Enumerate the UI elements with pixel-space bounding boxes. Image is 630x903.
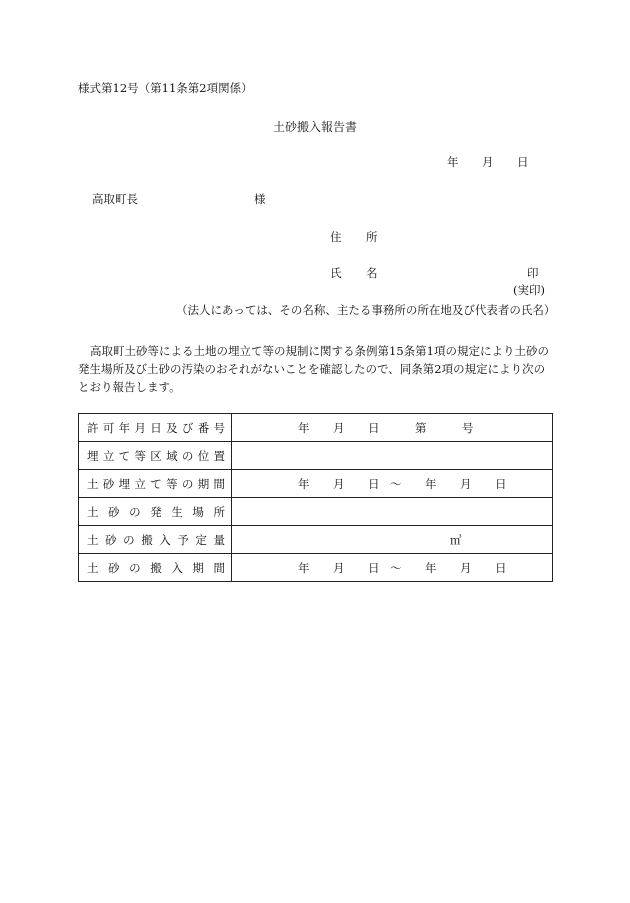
label-char: 入	[171, 560, 183, 575]
label-char: の	[129, 504, 141, 519]
row-label-origin	[79, 498, 232, 526]
row-label-delivery-period	[79, 554, 232, 582]
label-char: 等	[166, 476, 178, 491]
table-row	[79, 498, 553, 526]
label-char: 期	[192, 560, 204, 575]
delivery-end-year: 年	[425, 561, 437, 575]
table-row	[79, 414, 553, 442]
date-day: 日	[517, 155, 529, 169]
label-char: 置	[213, 448, 225, 463]
label-char: 位	[197, 448, 210, 463]
label-char: 及	[166, 420, 178, 435]
label-char: 土	[87, 560, 99, 575]
label-char: 等	[134, 448, 146, 463]
fill-start-year: 年	[298, 477, 310, 491]
row-label-volume	[79, 526, 232, 554]
address-label-2: 所	[366, 230, 378, 244]
label-char: て	[150, 476, 162, 491]
table-row	[79, 442, 553, 470]
real-seal-note: (実印)	[513, 283, 545, 297]
body-paragraph: 高取町土砂等による土地の埋立て等の規制に関する条例第15条第1項の規定により土砂の発生場所及び土砂の汚染のおそれがないことを確認したので、同条第2項の規定により次のとおり報告します。	[78, 344, 549, 394]
label-char: 砂	[108, 504, 120, 519]
table-row	[79, 554, 553, 582]
label-char: 立	[102, 448, 115, 463]
document-title: 土砂搬入報告書	[272, 120, 357, 134]
seal-mark: 印	[527, 266, 539, 280]
permit-go: 号	[462, 421, 474, 435]
label-char: 間	[213, 560, 225, 575]
label-char: 年	[118, 420, 131, 435]
label-char: 区	[150, 448, 162, 463]
label-char: 月	[134, 420, 146, 435]
delivery-start-day: 日	[368, 561, 380, 575]
label-char: 許	[87, 420, 99, 435]
fill-start-month: 月	[333, 477, 345, 491]
label-char: び	[181, 420, 194, 435]
date-year: 年	[447, 155, 459, 169]
label-char: 立	[134, 476, 146, 491]
label-char: 可	[102, 420, 115, 435]
volume-value-cell[interactable]	[232, 526, 553, 554]
label-char: 域	[166, 448, 178, 463]
delivery-start-month: 月	[333, 561, 345, 575]
table-row	[79, 526, 553, 554]
label-text	[79, 532, 231, 548]
name-label-2: 名	[366, 266, 378, 280]
delivery-start-year: 年	[298, 561, 310, 575]
label-char: 発	[150, 504, 162, 519]
label-char: 入	[159, 532, 171, 547]
label-char: 砂	[102, 476, 115, 491]
row-label-permit	[79, 414, 232, 442]
label-char: 予	[177, 532, 189, 547]
label-char: 生	[171, 504, 183, 519]
date-month: 月	[482, 155, 494, 169]
permit-month: 月	[333, 421, 345, 435]
label-text	[79, 504, 231, 520]
label-char: 搬	[150, 560, 162, 575]
label-char: 土	[87, 476, 99, 491]
fill-end-year: 年	[425, 477, 437, 491]
delivery-end-day: 日	[495, 561, 507, 575]
label-char: 定	[195, 532, 207, 547]
delivery-period-value-cell[interactable]	[232, 554, 553, 582]
report-table	[78, 413, 553, 582]
delivery-end-month: 月	[460, 561, 472, 575]
label-char: 所	[213, 504, 225, 519]
label-char: 搬	[141, 532, 153, 547]
label-char: 土	[87, 504, 99, 519]
fill-start-day: 日	[368, 477, 380, 491]
fill-period-tilde: ～	[390, 477, 402, 491]
table-row	[79, 470, 553, 498]
label-char: 量	[213, 532, 225, 547]
permit-day: 日	[368, 421, 380, 435]
volume-unit: ㎥	[450, 533, 462, 547]
location-value-cell[interactable]	[232, 442, 553, 470]
label-char: の	[181, 448, 194, 463]
label-text	[79, 420, 231, 436]
label-char: 日	[150, 420, 162, 435]
delivery-period-tilde: ～	[390, 561, 402, 575]
label-char: の	[123, 532, 135, 547]
corporate-note: （法人にあっては、その名称、主たる事務所の所在地及び代表者の氏名）	[176, 303, 556, 317]
fill-end-month: 月	[460, 477, 472, 491]
form-number: 様式第12号（第11条第2項関係）	[78, 81, 253, 95]
fill-end-day: 日	[495, 477, 507, 491]
label-text	[79, 560, 231, 576]
label-char: 埋	[118, 476, 131, 491]
label-char: 埋	[87, 448, 99, 463]
label-char: の	[129, 560, 141, 575]
label-char: 場	[192, 504, 204, 519]
label-char: 土	[87, 532, 99, 547]
permit-year: 年	[298, 421, 310, 435]
row-label-location	[79, 442, 232, 470]
label-char: 砂	[108, 560, 120, 575]
label-char: 間	[213, 476, 225, 491]
row-label-fill-period	[79, 470, 232, 498]
label-char: 砂	[105, 532, 117, 547]
label-char: 番	[197, 420, 210, 435]
permit-value-cell[interactable]	[232, 414, 553, 442]
label-text	[79, 476, 231, 492]
origin-value-cell[interactable]	[232, 498, 553, 526]
label-char: て	[118, 448, 131, 463]
addressee-honorific: 様	[254, 192, 266, 206]
addressee-name: 高取町長	[92, 192, 138, 206]
fill-period-value-cell[interactable]	[232, 470, 553, 498]
address-label-1: 住	[330, 230, 342, 244]
label-char: 期	[197, 476, 210, 491]
label-text	[79, 448, 231, 464]
permit-dai: 第	[415, 421, 427, 435]
name-label-1: 氏	[330, 266, 342, 280]
label-char: の	[181, 476, 194, 491]
label-char: 号	[213, 420, 225, 435]
